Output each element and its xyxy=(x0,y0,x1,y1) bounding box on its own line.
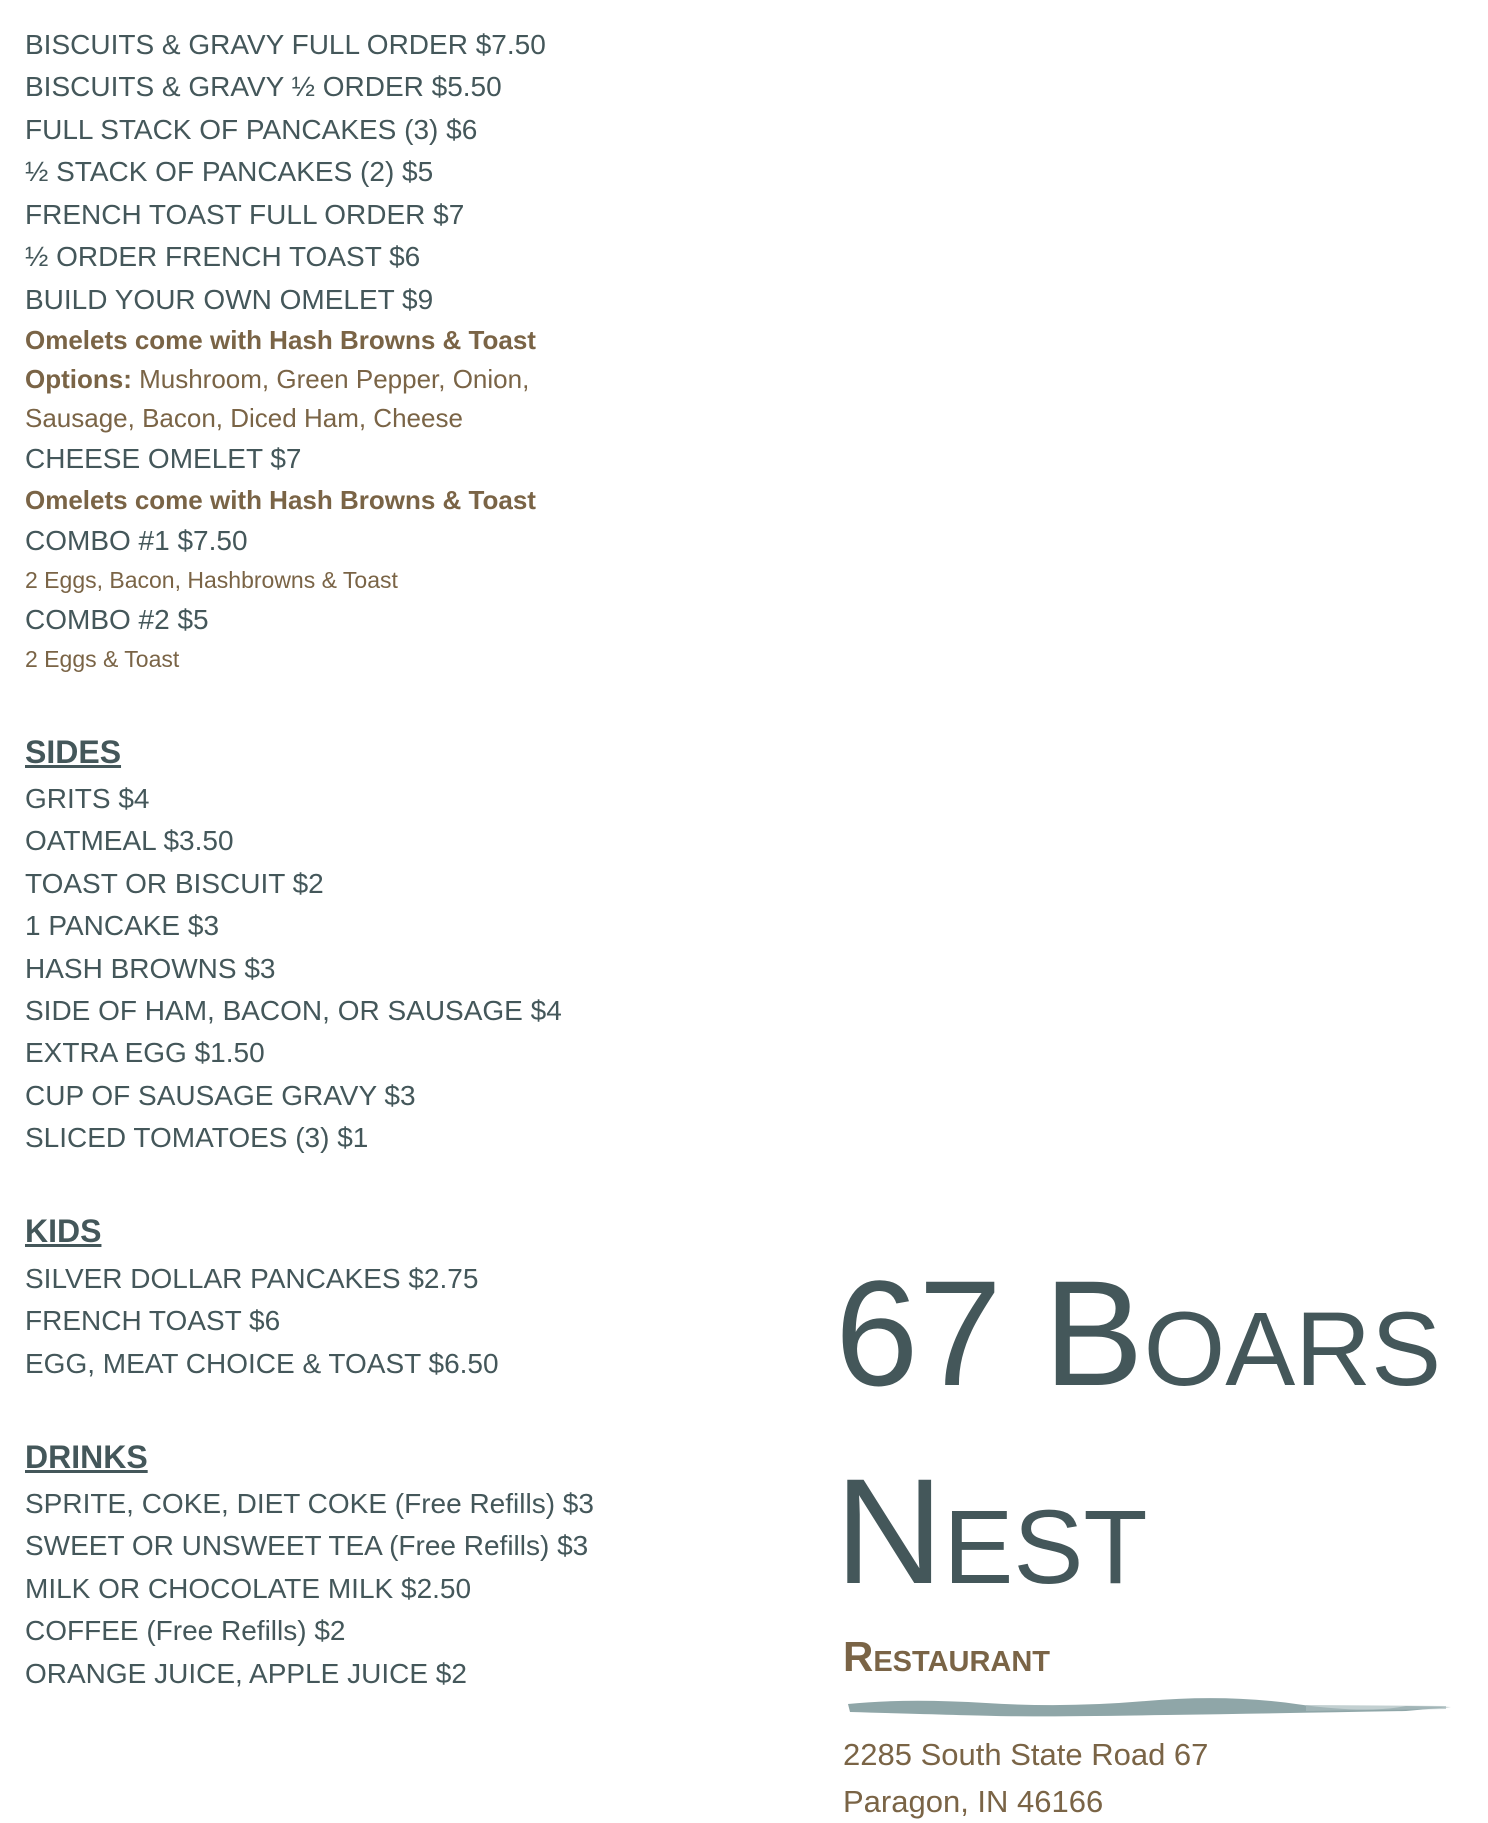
menu-item: COMBO #2 $5 xyxy=(25,604,209,635)
menu-item: SWEET OR UNSWEET TEA (Free Refills) $3 xyxy=(25,1530,589,1561)
menu-item: ORANGE JUICE, APPLE JUICE $2 xyxy=(25,1658,467,1689)
menu-item: BISCUITS & GRAVY FULL ORDER $7.50 xyxy=(25,29,546,60)
menu-item: SPRITE, COKE, DIET COKE (Free Refills) $3 xyxy=(25,1488,594,1519)
menu-item: ½ STACK OF PANCAKES (2) $5 xyxy=(25,156,434,187)
menu-item: BUILD YOUR OWN OMELET $9 xyxy=(25,284,434,315)
menu-item: SILVER DOLLAR PANCAKES $2.75 xyxy=(25,1263,479,1294)
menu-item: SIDE OF HAM, BACON, OR SAUSAGE $4 xyxy=(25,995,562,1026)
menu-item: SLICED TOMATOES (3) $1 xyxy=(25,1122,369,1153)
menu-item: OATMEAL $3.50 xyxy=(25,825,234,856)
menu-item: TOAST OR BISCUIT $2 xyxy=(25,868,324,899)
section-heading: KIDS xyxy=(25,1213,102,1249)
address-street: 2285 South State Road 67 xyxy=(843,1737,1209,1772)
omelet-options-cont: Sausage, Bacon, Diced Ham, Cheese xyxy=(25,403,463,433)
menu-item: CUP OF SAUSAGE GRAVY $3 xyxy=(25,1080,416,1111)
menu-item: COFFEE (Free Refills) $2 xyxy=(25,1615,346,1646)
item-description: 2 Eggs & Toast xyxy=(25,646,180,672)
omelet-note: Omelets come with Hash Browns & Toast xyxy=(25,325,536,355)
menu-item: COMBO #1 $7.50 xyxy=(25,525,248,556)
menu-item: BISCUITS & GRAVY ½ ORDER $5.50 xyxy=(25,71,502,102)
menu-item: 1 PANCAKE $3 xyxy=(25,910,220,941)
menu-item: EGG, MEAT CHOICE & TOAST $6.50 xyxy=(25,1348,499,1379)
section-heading: SIDES xyxy=(25,734,122,770)
menu-item: MILK OR CHOCOLATE MILK $2.50 xyxy=(25,1573,472,1604)
menu-item: EXTRA EGG $1.50 xyxy=(25,1037,265,1068)
menu-item: FRENCH TOAST FULL ORDER $7 xyxy=(25,199,465,230)
menu-item: ½ ORDER FRENCH TOAST $6 xyxy=(25,241,421,272)
omelet-options xyxy=(25,358,529,400)
section-heading: DRINKS xyxy=(25,1439,148,1475)
options-text: Mushroom, Green Pepper, Onion, xyxy=(131,364,530,394)
menu-item: FULL STACK OF PANCAKES (3) $6 xyxy=(25,114,478,145)
restaurant-subtitle: Restaurant xyxy=(843,1633,1051,1680)
menu-item: HASH BROWNS $3 xyxy=(25,953,276,984)
restaurant-name-line2: Nest xyxy=(835,1447,1148,1615)
item-description: 2 Eggs, Bacon, Hashbrowns & Toast xyxy=(25,567,398,593)
menu-item: GRITS $4 xyxy=(25,783,150,814)
menu-item: FRENCH TOAST $6 xyxy=(25,1305,281,1336)
menu-item: CHEESE OMELET $7 xyxy=(25,443,302,474)
options-label: Options: xyxy=(25,364,132,394)
omelet-note: Omelets come with Hash Browns & Toast xyxy=(25,485,536,515)
brush-stroke-divider xyxy=(846,1694,1456,1720)
address-city: Paragon, IN 46166 xyxy=(843,1784,1104,1819)
restaurant-name-line1: 67 Boars xyxy=(835,1249,1442,1417)
